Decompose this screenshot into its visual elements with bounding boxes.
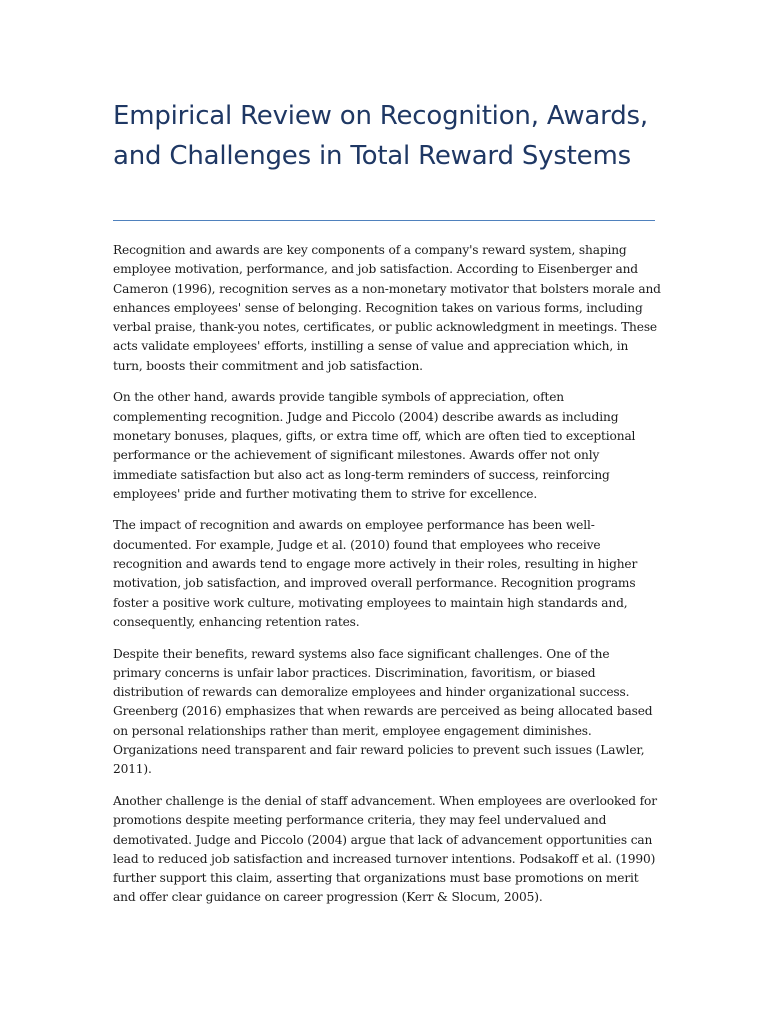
document-title: Empirical Review on Recognition, Awards, and Challenges in Total Reward Systems [113, 101, 648, 171]
paragraph-staff-advancement: Another challenge is the denial of staff advancement. When employees are overlooked for promotions despite meeting performance criteria, they may feel undervalued and demotivated. Judge and Piccolo (2004) argue that lack of advancement opportunities can lead to reduced job satisfaction and increased turnover intentions. Podsakoff et al. (1990) further support this claim, asserting that organizations must base promotions on merit and offer clear guidance on career progression (Kerr & Slocum, 2005). [113, 793, 657, 905]
document-body [113, 241, 661, 920]
paragraph-recognition-awards: Recognition and awards are key components of a company's reward system, shaping employee motivation, performance, and job satisfaction. According to Eisenberger and Cameron (1996), recognition serves as a non-monetary motivator that bolsters morale and enhances employees' sense of belonging. Recognition takes on various forms, including verbal praise, thank-you notes, certificates, or public acknowledgment in meetings. These acts validate employees' efforts, instilling a sense of value and appreciation which, in turn, boosts their commitment and job satisfaction. [113, 243, 661, 373]
paragraph-awards-symbols: On the other hand, awards provide tangible symbols of appreciation, often complementing recognition. Judge and Piccolo (2004) describe awards as including monetary bonuses, plaques, gifts, or extra time off, which are often tied to exceptional performance or the achievement of significant milestones. Awards offer not only immediate satisfaction but also act as long-term reminders of success, reinforcing employees' pride and further motivating them to strive for excellence. [113, 390, 636, 501]
title-underline [113, 220, 655, 221]
paragraph-unfair-practices: Despite their benefits, reward systems also face significant challenges. One of the primary concerns is unfair labor practices. Discrimination, favoritism, or biased distribution of rewards can demoralize employees and hinder organizational success. Greenberg (2016) emphasizes that when rewards are perceived as being allocated based on personal relationships rather than merit, employee engagement diminishes. Organizations need transparent and fair reward policies to prevent such issues (Lawler, 2011). [113, 646, 653, 777]
paragraph-performance-impact: The impact of recognition and awards on employee performance has been well-documented. For example, Judge et al. (2010) found that employees who receive recognition and awards tend to engage more actively in their roles, resulting in higher motivation, job satisfaction, and improved overall performance. Recognition programs foster a positive work culture, motivating employees to maintain high standards and, consequently, enhancing retention rates. [113, 518, 638, 629]
